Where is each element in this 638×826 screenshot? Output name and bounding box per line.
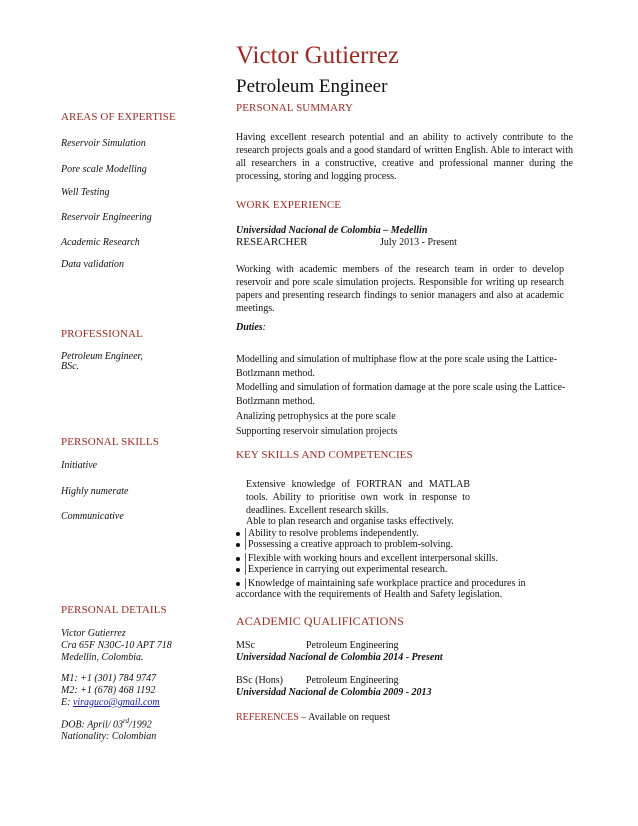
work-description: Working with academic members of the research team in order to develop reservoir and pore scale simulation projects. Responsible for writing up research papers and presenting research findings to senior managers and also at academic meetings. <box>236 264 564 314</box>
qualification-field: Petroleum Engineering <box>306 675 399 686</box>
work-heading: WORK EXPERIENCE <box>236 199 342 211</box>
expertise-item: Reservoir Simulation <box>61 138 146 149</box>
references-label: REFERENCES – <box>236 712 307 723</box>
key-skills-heading: KEY SKILLS AND COMPETENCIES <box>236 449 413 461</box>
bullet-icon <box>236 582 240 586</box>
details-address: Cra 65F N30C-10 APT 718 <box>61 640 172 651</box>
duties-label: Duties: <box>236 322 267 333</box>
qualification-field: Petroleum Engineering <box>306 640 399 651</box>
expertise-item: Reservoir Engineering <box>61 212 152 223</box>
summary-text: Having excellent research potential and an ability to actively contribute to the research projects goals and a good standard of written English. Able to interact with all researchers in a constructive, creative and professional manner during the processing, storing and logging process. <box>236 132 573 182</box>
academic-heading: ACADEMIC QUALIFICATIONS <box>236 614 404 628</box>
duty-line: Supporting reservoir simulation projects <box>236 426 398 437</box>
duty-line: Botlzmann method. <box>236 368 315 379</box>
bullet-icon <box>236 557 240 561</box>
duty-line: Modelling and simulation of formation damage at the pore scale using the Lattice- <box>236 382 566 393</box>
details-name: Victor Gutierrez <box>61 628 126 639</box>
email-label: E: <box>61 697 71 708</box>
qualification-school: Universidad Nacional de Colombia 2009 - 2013 <box>236 687 432 698</box>
details-nationality: Nationality: Colombian <box>61 731 157 742</box>
employer: Universidad Nacional de Colombia – Medellin <box>236 225 428 236</box>
key-skill-tail: accordance with the requirements of Health and Safety legislation. <box>236 589 503 600</box>
key-skill-item: Possessing a creative approach to problem-solving. <box>236 539 453 550</box>
key-skill-item: Ability to resolve problems independently. <box>236 528 419 539</box>
details-phone-1: M1: +1 (301) 784 9747 <box>61 673 157 684</box>
role-dates: July 2013 - Present <box>380 237 457 248</box>
key-skill-item: Knowledge of maintaining safe workplace practice and procedures in <box>236 578 526 589</box>
candidate-name: Victor Gutierrez <box>236 42 400 69</box>
qualification-school: Universidad Nacional de Colombia 2014 - Present <box>236 652 443 663</box>
bullet-icon <box>236 532 240 536</box>
bullet-icon <box>236 543 240 547</box>
key-skill-item: Flexible with working hours and excellent interpersonal skills. <box>236 553 498 564</box>
job-title: Petroleum Engineer <box>236 76 388 97</box>
key-skill-plan: Able to plan research and organise tasks effectively. <box>246 516 454 527</box>
personal-details-heading: PERSONAL DETAILS <box>61 604 167 616</box>
expertise-heading: AREAS OF EXPERTISE <box>61 111 176 123</box>
role-title: RESEARCHER <box>236 236 308 248</box>
professional-heading: PROFESSIONAL <box>61 328 143 340</box>
expertise-item: Academic Research <box>61 237 140 248</box>
details-email-row <box>61 697 160 708</box>
expertise-item: Pore scale Modelling <box>61 164 147 175</box>
key-skills-text: Extensive knowledge of FORTRAN and MATLAB tools. Ability to prioritise own work in response to deadlines. Excellent research skills. <box>246 479 470 516</box>
email-link[interactable]: viraguco@gmail.com <box>72 697 160 708</box>
duty-line: Botlzmann method. <box>236 396 315 407</box>
references-value: Available on request <box>306 712 391 723</box>
expertise-item: Data validation <box>61 259 125 270</box>
professional-line: BSc. <box>61 361 80 372</box>
key-skill-item: Experience in carrying out experimental research. <box>236 564 447 575</box>
professional-line: Petroleum Engineer, <box>61 351 143 362</box>
details-phone-2: M2: +1 (678) 468 1192 <box>61 685 156 696</box>
personal-skill-item: Communicative <box>61 511 124 522</box>
bullet-icon <box>236 568 240 572</box>
personal-skill-item: Initiative <box>61 460 98 471</box>
summary-heading: PERSONAL SUMMARY <box>236 102 354 114</box>
qualification-degree: BSc (Hons) <box>236 675 283 686</box>
qualification-degree: MSc <box>236 640 255 651</box>
personal-skill-item: Highly numerate <box>61 486 129 497</box>
duty-line: Analizing petrophysics at the pore scale <box>236 411 396 422</box>
details-city: Medellin, Colombia. <box>61 652 144 663</box>
references-line <box>236 712 390 723</box>
expertise-item: Well Testing <box>61 187 110 198</box>
details-dob: DOB: April/ 03rd/1992 <box>61 717 152 731</box>
personal-skills-heading: PERSONAL SKILLS <box>61 436 159 448</box>
duty-line: Modelling and simulation of multiphase flow at the pore scale using the Lattice- <box>236 354 558 365</box>
